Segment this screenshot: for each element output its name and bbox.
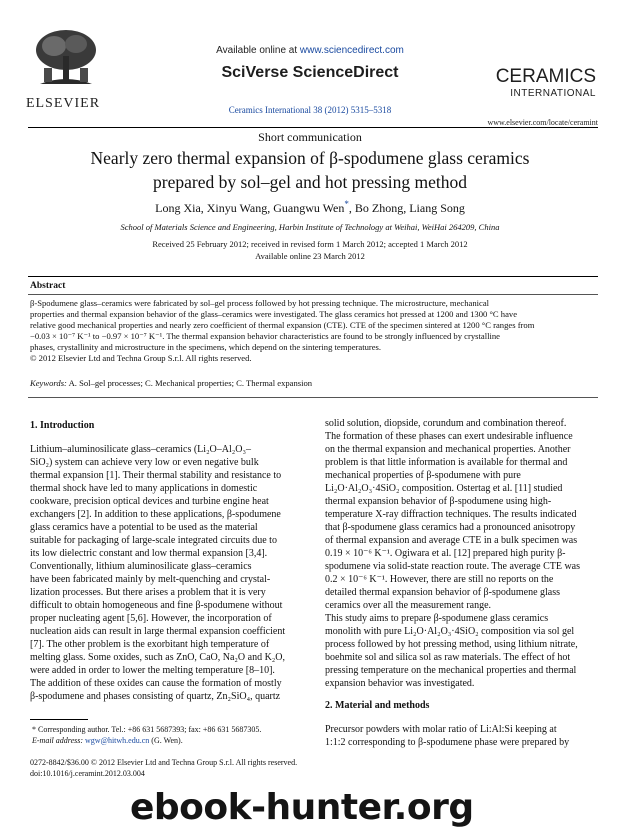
abstract-line: relative good mechanical properties and nearly zero coefficient of thermal expansion (CTE). CTE of the specimen sintered at 1200 °C ranges from	[30, 320, 535, 330]
body-line: were added in order to lower the melting temperature [8–10].	[30, 665, 275, 676]
sciencedirect-link[interactable]: www.sciencedirect.com	[299, 45, 404, 56]
abstract-heading: Abstract	[30, 281, 66, 291]
body-line: expansion behavior was investigated.	[325, 678, 475, 689]
publisher-name: ELSEVIER	[25, 96, 101, 111]
available-online-date: Available online 23 March 2012	[255, 251, 365, 261]
corresponding-author-footnote: * Corresponding author. Tel.: +86 631 5687393; fax: +86 631 5687305.	[32, 725, 262, 734]
body-line: thermal shock have led to many applications in domestic	[30, 483, 258, 494]
section-heading-introduction: 1. Introduction	[30, 420, 95, 431]
affiliation: School of Materials Science and Engineering, Harbin Institute of Technology at Weihai, WeiHai 264209, China	[120, 222, 500, 232]
abstract-bottom-divider	[28, 397, 598, 398]
body-line: exchangers [2]. In addition to these applications, β-spodumene	[30, 509, 281, 520]
abstract-line: phases, crystallinity and microstructure in the specimens, which depend on the sintering temperatures.	[30, 342, 382, 352]
body-line: on the thermal expansion and mechanical properties. Another	[325, 444, 571, 455]
journal-url-link[interactable]: www.elsevier.com/locate/ceramint	[487, 118, 598, 127]
body-line: melting glass. Some oxides, such as ZnO, CaO, Na₂O and K₂O,	[30, 652, 285, 663]
article-title-line1: Nearly zero thermal expansion of β-spodumene glass ceramics	[90, 148, 530, 168]
body-line: thermal expansion behavior of β-spodumene using high-	[325, 496, 552, 507]
issn-copyright: 0272-8842/$36.00 © 2012 Elsevier Ltd and Techna Group S.r.l. All rights reserved.	[30, 758, 298, 767]
body-line: This study aims to prepare β-spodumene glass ceramics	[325, 613, 549, 624]
body-line: temperature X-ray diffraction techniques. The results indicated	[325, 509, 577, 520]
authors-rest: , Bo Zhong, Liang Song	[348, 201, 465, 215]
copyright-line: © 2012 Elsevier Ltd and Techna Group S.r.l. All rights reserved.	[30, 353, 252, 363]
body-line: nucleation aids can result in large thermal expansion coefficient	[30, 626, 286, 637]
body-line: boehmite sol and silica sol as raw materials. The effect of hot	[325, 652, 571, 663]
sciverse-sciencedirect: SciVerse ScienceDirect	[221, 64, 399, 81]
body-line: glass ceramics have a potential to be used as the material	[30, 522, 258, 533]
body-line: lization processes. But there arises a problem that it is very	[30, 587, 266, 598]
received-dates: Received 25 February 2012; received in revised form 1 March 2012; accepted 1 March 2012	[152, 239, 468, 249]
body-line: 1:1:2 corresponding to β-spodumene phase were prepared by	[325, 737, 570, 748]
body-line: solid solution, diopside, corundum and combination thereof.	[325, 418, 567, 429]
body-line: thermal expansion [1]. Their thermal stability and resistance to	[30, 470, 282, 481]
body-line: spodumene via solid-state reaction route. The average CTE was	[325, 561, 581, 572]
abstract-line: β-Spodumene glass–ceramics were fabricated by sol–gel process followed by hot pressing technique. The microstructure, mechanical	[30, 298, 490, 308]
watermark: ebook-hunter.org	[130, 787, 474, 828]
email-link[interactable]: wgw@hitwh.edu.cn	[83, 736, 150, 745]
body-line: proper nucleating agent [5,6]. However, the incorporation of	[30, 613, 272, 624]
body-line: 0.2 × 10⁻⁶ K⁻¹. However, there are still no reports on the	[325, 574, 554, 585]
section-heading-methods: 2. Material and methods	[325, 700, 430, 711]
abstract-top-divider	[28, 276, 598, 277]
body-line: SiO₂) system can achieve very low or even negative bulk	[30, 457, 259, 468]
body-line: 0.19 × 10⁻⁶ K⁻¹. Ogiwara et al. [12] prepared high purity β-	[325, 548, 566, 559]
body-line: pressing temperature on the mechanical properties and thermal	[325, 665, 577, 676]
article-title-line2: prepared by sol–gel and hot pressing method	[153, 172, 467, 192]
footnote-divider	[30, 719, 88, 720]
body-line: have been fabricated mainly by melt-quenching and crystal-	[30, 574, 271, 585]
body-line: problem is that little information is available for thermal and	[325, 457, 568, 468]
body-line: [7]. The other problem is the exorbitant high temperature of	[30, 639, 270, 650]
body-line: mechanical properties of β-spodumene with pure	[325, 470, 521, 481]
keywords	[30, 378, 312, 388]
keywords-list: A. Sol–gel processes; C. Mechanical properties; C. Thermal expansion	[66, 378, 313, 388]
email-tail: (G. Wen).	[149, 736, 183, 745]
abstract-line: properties and thermal expansion behavior of the glass–ceramics were investigated. The glass ceramics hot pressed at 1200 and 1300 °C have	[30, 309, 518, 319]
body-line: that β-spodumene glass ceramics had a pronounced anisotropy	[325, 522, 576, 533]
authors-first: Long Xia, Xinyu Wang, Guangwu Wen	[155, 201, 345, 215]
body-line: The formation of these phases can exert undesirable influence	[325, 431, 573, 442]
doi-link[interactable]: doi:10.1016/j.ceramint.2012.03.004	[30, 769, 145, 778]
body-line: The addition of these oxides can cause the formation of mostly	[30, 678, 282, 689]
body-line: process followed by hot pressing method, using lithium nitrate,	[325, 639, 578, 650]
corresponding-author-mark[interactable]: *	[344, 199, 349, 209]
body-line: monolith with pure Li₂O·Al₂O₃·4SiO₂ composition via sol gel	[325, 626, 575, 637]
body-line: suitable for packaging of large-scale integrated circuits due to	[30, 535, 277, 546]
body-line: Lithium–aluminosilicate glass–ceramics (Li₂O–Al₂O₃–	[30, 444, 251, 455]
body-line: Precursor powders with molar ratio of Li:Al:Si keeping at	[325, 724, 557, 735]
email-label: E-mail address:	[32, 736, 84, 745]
abstract-line: −0.03 × 10⁻⁷ K⁻¹ to −0.97 × 10⁻⁷ K⁻¹. The thermal expansion behavior characteristics are found to be strongly influenced by crystalline	[30, 331, 500, 341]
journal-citation-link[interactable]: Ceramics International 38 (2012) 5315–5318	[228, 105, 392, 115]
authors	[0, 199, 620, 216]
body-line: its low dielectric constant and low thermal expansion [3,4].	[30, 548, 268, 559]
body-line: β-spodumene and phases consisting of quartz, Zn₂SiO₄, quartz	[30, 691, 281, 702]
abstract-heading-divider	[28, 294, 598, 295]
body-line: Conventionally, lithium aluminosilicate glass–ceramics	[30, 561, 252, 572]
journal-name-line1: CERAMICS	[495, 66, 596, 87]
body-line: difficult to obtain homogeneous and fine β-spodumene without	[30, 600, 283, 611]
header-divider	[28, 127, 598, 128]
body-line: Li₂O·Al₂O₃·4SiO₂ composition. Ostertag et al. [11] studied	[325, 483, 563, 494]
body-line: cookware, precision optical devices and turbine engine heat	[30, 496, 269, 507]
body-line: detailed thermal expansion behavior of β-spodumene glass	[325, 587, 561, 598]
body-line: of thermal expansion and average CTE in a bulk specimen was	[325, 535, 578, 546]
journal-name-line2: INTERNATIONAL	[510, 88, 596, 99]
body-line: ceramics over all the measurement range.	[325, 600, 492, 611]
available-online-banner	[0, 45, 620, 56]
keywords-label: Keywords:	[30, 378, 67, 388]
article-type: Short communication	[258, 130, 362, 144]
available-prefix: Available online at	[216, 45, 300, 56]
email-footnote	[32, 735, 183, 746]
